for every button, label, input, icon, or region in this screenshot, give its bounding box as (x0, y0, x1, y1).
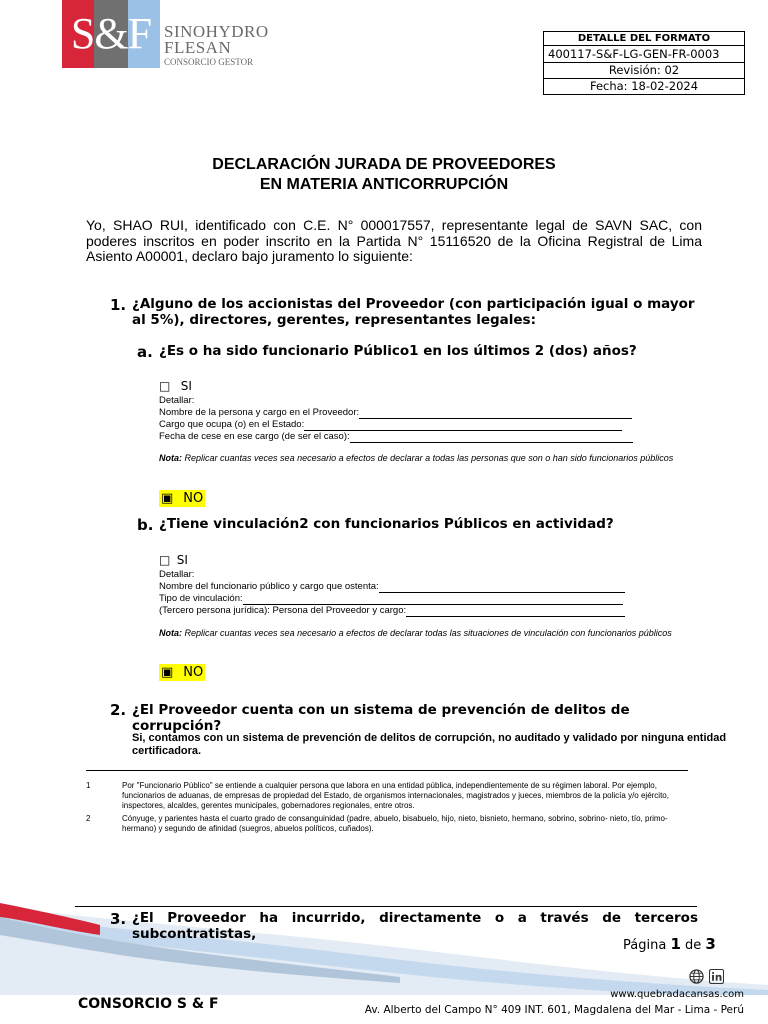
note-label: Nota: (159, 628, 182, 638)
note-1a (159, 453, 695, 464)
note-text: Replicar cuantas veces sea necesario a efectos de declarar todas las situaciones de vinculación con funcionarios públicos (184, 628, 672, 638)
option-no-1a[interactable] (159, 489, 205, 507)
footer-website[interactable]: www.quebradacansas.com (610, 989, 744, 1000)
no-label: NO (175, 490, 205, 507)
globe-icon[interactable] (689, 969, 704, 984)
option-si-1b[interactable] (159, 551, 188, 569)
question-1b-letter: b. (137, 516, 154, 534)
si-label: SI (180, 379, 192, 393)
field-row (159, 407, 632, 419)
question-3-text: ¿El Proveedor ha incurrido, directamente o a través de terceros subcontratistas, (132, 910, 698, 942)
checkbox-filled-icon[interactable]: ▣ (161, 491, 174, 506)
linkedin-icon[interactable] (709, 969, 724, 984)
page-current: 1 (670, 935, 681, 953)
checkbox-filled-icon[interactable]: ▣ (161, 665, 174, 680)
note-text: Replicar cuantas veces sea necesario a efectos de declarar a todas las personas que son o han sido funcionarios públicos (184, 453, 674, 463)
checkbox-empty-icon[interactable]: □ (159, 553, 171, 567)
logo-name-sinohydro: SINOHYDRO (164, 22, 269, 41)
field-label: (Tercero persona jurídica): Persona del Proveedor y cargo: (159, 605, 407, 616)
field-row (159, 431, 633, 443)
document-title-line-2: EN MATERIA ANTICORRUPCIÓN (259, 176, 509, 193)
field-row (159, 581, 625, 593)
field-label: Fecha de cese en ese cargo (de ser el caso): (159, 431, 350, 442)
question-1a-letter: a. (137, 343, 153, 361)
question-1-text: ¿Alguno de los accionistas del Proveedor (con participación igual o mayor al 5%), directores, gerentes, representantes legales: (132, 296, 695, 328)
page-prefix: Página (623, 938, 667, 953)
footer-company-name: CONSORCIO S & F (78, 996, 219, 1012)
option-no-1b[interactable] (159, 663, 205, 681)
question-1a-text: ¿Es o ha sido funcionario Público1 en los últimos 2 (dos) años? (159, 343, 637, 359)
footnote-2-text: Cónyuge, y parientes hasta el cuarto grado de consanguinidad (padre, abuelo, bisabuelo, hijo, nieto, bisnieto, hermano, sobrino, sobrino- nieto, tío, primo-hermano) y segundo de afinidad (suegros, abuelos políticos, cuñados). (122, 814, 668, 833)
page-total: 3 (705, 935, 716, 953)
blank-line[interactable] (304, 420, 622, 431)
logo-subtitle: CONSORCIO GESTOR (164, 57, 254, 67)
footnote-separator (86, 770, 688, 771)
blank-line[interactable] (379, 582, 625, 593)
field-label: Tipo de vinculación: (159, 593, 243, 604)
footnote-2-number: 2 (86, 814, 91, 823)
field-row (159, 419, 622, 431)
field-label: Cargo que ocupa (o) en el Estado: (159, 419, 305, 430)
note-1b (159, 628, 695, 639)
company-logo (62, 0, 269, 70)
question-2-text: ¿El Proveedor cuenta con un sistema de prevención de delitos de corrupción? (132, 702, 630, 734)
format-detail-table (543, 31, 745, 95)
logo-letters: S&F (70, 9, 152, 58)
question-1b-text: ¿Tiene vinculación2 con funcionarios Públicos en actividad? (159, 516, 614, 532)
footnote-1-number: 1 (86, 781, 91, 790)
no-label: NO (175, 664, 205, 681)
detallar-label: Detallar: (159, 395, 195, 406)
format-date: Fecha: 18-02-2024 (544, 79, 745, 95)
page-of: de (685, 938, 702, 953)
blank-line[interactable] (359, 408, 632, 419)
footer-address: Av. Alberto del Campo N° 409 INT. 601, Magdalena del Mar - Lima - Perú (364, 1004, 744, 1016)
blank-line[interactable] (406, 606, 625, 617)
field-label: Nombre del funcionario público y cargo que ostenta: (159, 581, 379, 592)
page-number (623, 935, 716, 953)
si-label: SI (176, 553, 188, 567)
field-row (159, 605, 625, 617)
document-title-line-1: DECLARACIÓN JURADA DE PROVEEDORES (212, 156, 556, 173)
format-table-header: DETALLE DEL FORMATO (544, 32, 745, 46)
question-1-number: 1. (110, 296, 127, 314)
footer-top-rule (75, 906, 697, 907)
question-2-number: 2. (110, 701, 127, 719)
option-si-1a[interactable] (159, 377, 192, 395)
format-code: 400117-S&F-LG-GEN-FR-0003 (544, 46, 745, 63)
format-revision: Revisión: 02 (544, 63, 745, 79)
question-2-answer: Si, contamos con un sistema de prevención de delitos de corrupción, no auditado y validado por ninguna entidad certificadora. (132, 732, 727, 757)
logo-name-flesan: FLESAN (164, 38, 232, 57)
note-label: Nota: (159, 453, 182, 463)
blank-line[interactable] (350, 432, 633, 443)
blank-line[interactable] (243, 594, 623, 605)
intro-paragraph: Yo, SHAO RUI, identificado con C.E. N° 000017557, representante legal de SAVN SAC, con poderes inscritos en poder inscrito en la Partida N° 15116520 de la Oficina Registral de Lima Asiento A00001, declaro bajo juramento lo siguiente: (86, 217, 702, 264)
footnote-1-text: Por "Funcionario Público" se entiende a cualquier persona que labora en una entidad pública, independientemente de su régimen laboral. Por ejemplo, funcionarios de aduanas, de empresas de propiedad del Estado, de organismos internacionales, magistrados y jueces, miembros de la policía y/o ejército, inspectores, alcaldes, gerentes municipales, gobernadores regionales, entre otros. (122, 781, 669, 810)
detallar-label: Detallar: (159, 569, 195, 580)
field-label: Nombre de la persona y cargo en el Proveedor: (159, 407, 360, 418)
question-3-number: 3. (110, 910, 127, 928)
checkbox-empty-icon[interactable]: □ (159, 379, 171, 393)
field-row (159, 593, 623, 605)
